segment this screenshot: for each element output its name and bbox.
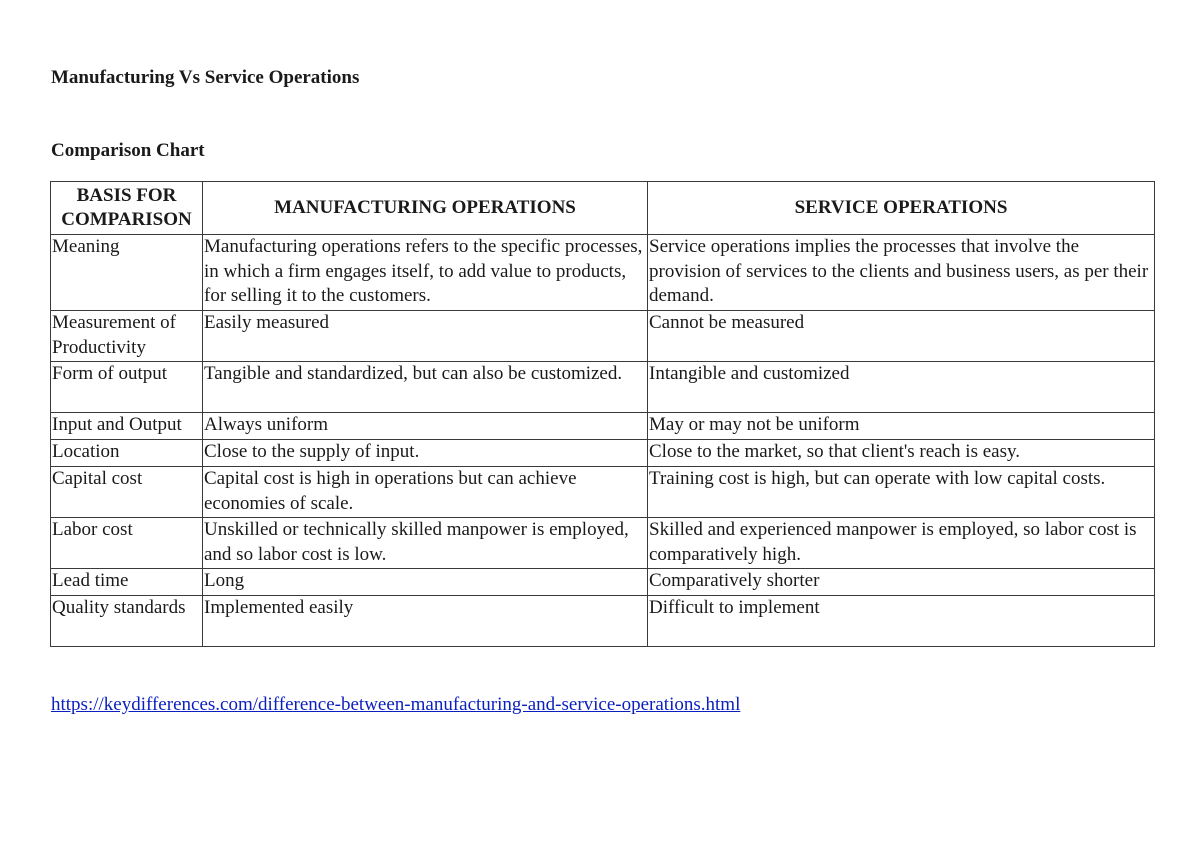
- cell-service: Cannot be measured: [648, 311, 1155, 362]
- header-manufacturing: MANUFACTURING OPERATIONS: [203, 182, 648, 235]
- cell-manufacturing: Manufacturing operations refers to the specific processes, in which a firm engages itself, to add value to products, for selling it to the customers.: [203, 235, 648, 311]
- table-row: [51, 440, 1155, 467]
- table-row: [51, 467, 1155, 518]
- cell-basis: Input and Output: [51, 413, 203, 440]
- cell-basis: Lead time: [51, 569, 203, 596]
- table-row: [51, 311, 1155, 362]
- cell-basis: Measurement of Productivity: [51, 311, 203, 362]
- header-basis: BASIS FOR COMPARISON: [51, 182, 203, 235]
- cell-service: Skilled and experienced manpower is employed, so labor cost is comparatively high.: [648, 518, 1155, 569]
- cell-manufacturing: Implemented easily: [203, 596, 648, 647]
- cell-basis: Location: [51, 440, 203, 467]
- cell-basis: Quality standards: [51, 596, 203, 647]
- cell-manufacturing: Close to the supply of input.: [203, 440, 648, 467]
- cell-manufacturing: Always uniform: [203, 413, 648, 440]
- cell-manufacturing: Tangible and standardized, but can also be customized.: [203, 362, 648, 413]
- cell-basis: Meaning: [51, 235, 203, 311]
- cell-basis: Form of output: [51, 362, 203, 413]
- cell-service: Difficult to implement: [648, 596, 1155, 647]
- cell-basis: Capital cost: [51, 467, 203, 518]
- cell-service: Service operations implies the processes that involve the provision of services to the clients and business users, as per their demand.: [648, 235, 1155, 311]
- cell-service: Training cost is high, but can operate with low capital costs.: [648, 467, 1155, 518]
- section-title: Comparison Chart: [51, 140, 205, 161]
- source-link[interactable]: https://keydifferences.com/difference-between-manufacturing-and-service-operations.html: [51, 694, 741, 715]
- table-row: [51, 413, 1155, 440]
- table-row: [51, 235, 1155, 311]
- document-title: Manufacturing Vs Service Operations: [51, 67, 360, 88]
- cell-manufacturing: Unskilled or technically skilled manpower is employed, and so labor cost is low.: [203, 518, 648, 569]
- comparison-table: [50, 181, 1155, 647]
- cell-service: Comparatively shorter: [648, 569, 1155, 596]
- cell-basis: Labor cost: [51, 518, 203, 569]
- cell-service: Close to the market, so that client's reach is easy.: [648, 440, 1155, 467]
- table-row: [51, 518, 1155, 569]
- header-service: SERVICE OPERATIONS: [648, 182, 1155, 235]
- cell-service: Intangible and customized: [648, 362, 1155, 413]
- table-header-row: [51, 182, 1155, 235]
- cell-manufacturing: Capital cost is high in operations but can achieve economies of scale.: [203, 467, 648, 518]
- table-row: [51, 569, 1155, 596]
- cell-manufacturing: Long: [203, 569, 648, 596]
- table-row: [51, 596, 1155, 647]
- cell-manufacturing: Easily measured: [203, 311, 648, 362]
- cell-service: May or may not be uniform: [648, 413, 1155, 440]
- table-row: [51, 362, 1155, 413]
